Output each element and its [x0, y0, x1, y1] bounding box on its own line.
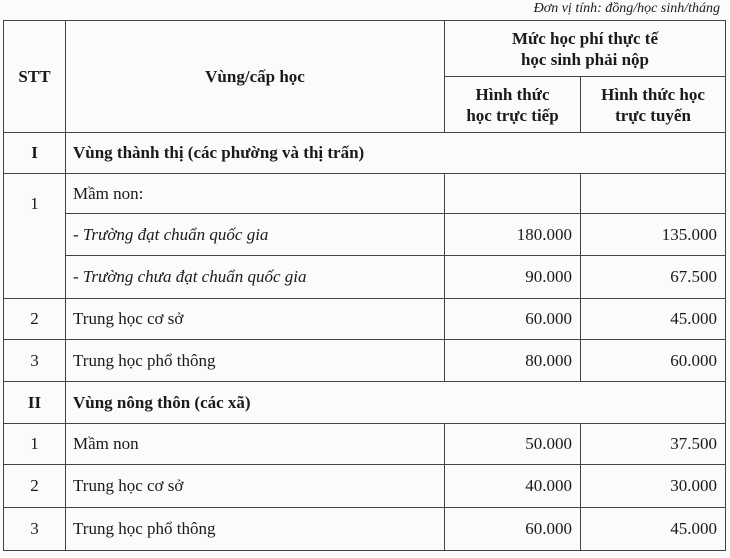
row-direct-fee	[445, 174, 581, 214]
row-stt: 2	[4, 299, 66, 340]
section-title: Vùng thành thị (các phường và thị trấn)	[66, 133, 726, 174]
header-online-line1: Hình thức học	[601, 84, 705, 104]
section-stt: I	[4, 133, 66, 174]
header-row-1	[4, 21, 726, 77]
row-online-fee: 37.500	[581, 424, 726, 465]
row-direct-fee: 60.000	[445, 299, 581, 340]
row-label: Mầm non	[66, 424, 445, 465]
row-direct-fee: 180.000	[445, 214, 581, 256]
row-online-fee: 135.000	[581, 214, 726, 256]
header-fee-group-line2: học sinh phải nộp	[520, 49, 650, 69]
header-fee-group	[445, 21, 726, 77]
row-label: Trung học phổ thông	[66, 508, 445, 551]
row-online-fee: 60.000	[581, 340, 726, 382]
table-row	[4, 174, 726, 214]
row-online-fee: 30.000	[581, 465, 726, 508]
section-row-urban	[4, 133, 726, 174]
header-stt: STT	[4, 21, 66, 133]
row-label: Trung học cơ sở	[66, 299, 445, 340]
section-title: Vùng nông thôn (các xã)	[66, 382, 726, 424]
header-level: Vùng/cấp học	[66, 21, 445, 133]
table-row	[4, 465, 726, 508]
table-row	[4, 340, 726, 382]
table-row	[4, 508, 726, 551]
row-direct-fee: 80.000	[445, 340, 581, 382]
row-label: - Trường chưa đạt chuẩn quốc gia	[66, 256, 445, 299]
header-fee-group-line1: Mức học phí thực tế	[512, 28, 658, 48]
row-label: Trung học phổ thông	[66, 340, 445, 382]
row-stt: 2	[4, 465, 66, 508]
row-stt: 1	[4, 424, 66, 465]
table-row	[4, 214, 726, 256]
section-row-rural	[4, 382, 726, 424]
row-online-fee: 45.000	[581, 508, 726, 551]
row-online-fee: 45.000	[581, 299, 726, 340]
row-stt: 3	[4, 340, 66, 382]
row-stt: 1	[4, 174, 66, 299]
table-row	[4, 299, 726, 340]
row-label: Trung học cơ sở	[66, 465, 445, 508]
row-direct-fee: 50.000	[445, 424, 581, 465]
header-direct-line2: học trực tiếp	[466, 105, 559, 125]
section-stt: II	[4, 382, 66, 424]
row-online-fee: 67.500	[581, 256, 726, 299]
unit-note: Đơn vị tính: đồng/học sinh/tháng	[533, 1, 720, 16]
row-label: - Trường đạt chuẩn quốc gia	[66, 214, 445, 256]
tuition-fee-table	[3, 20, 726, 551]
row-stt: 3	[4, 508, 66, 551]
row-direct-fee: 90.000	[445, 256, 581, 299]
row-direct-fee: 60.000	[445, 508, 581, 551]
row-direct-fee: 40.000	[445, 465, 581, 508]
row-label: Mầm non:	[66, 174, 445, 214]
header-direct	[445, 77, 581, 133]
row-online-fee	[581, 174, 726, 214]
table-row	[4, 256, 726, 299]
header-direct-line1: Hình thức	[475, 84, 550, 104]
header-online	[581, 77, 726, 133]
header-online-line2: trực tuyến	[615, 105, 691, 125]
table-row	[4, 424, 726, 465]
